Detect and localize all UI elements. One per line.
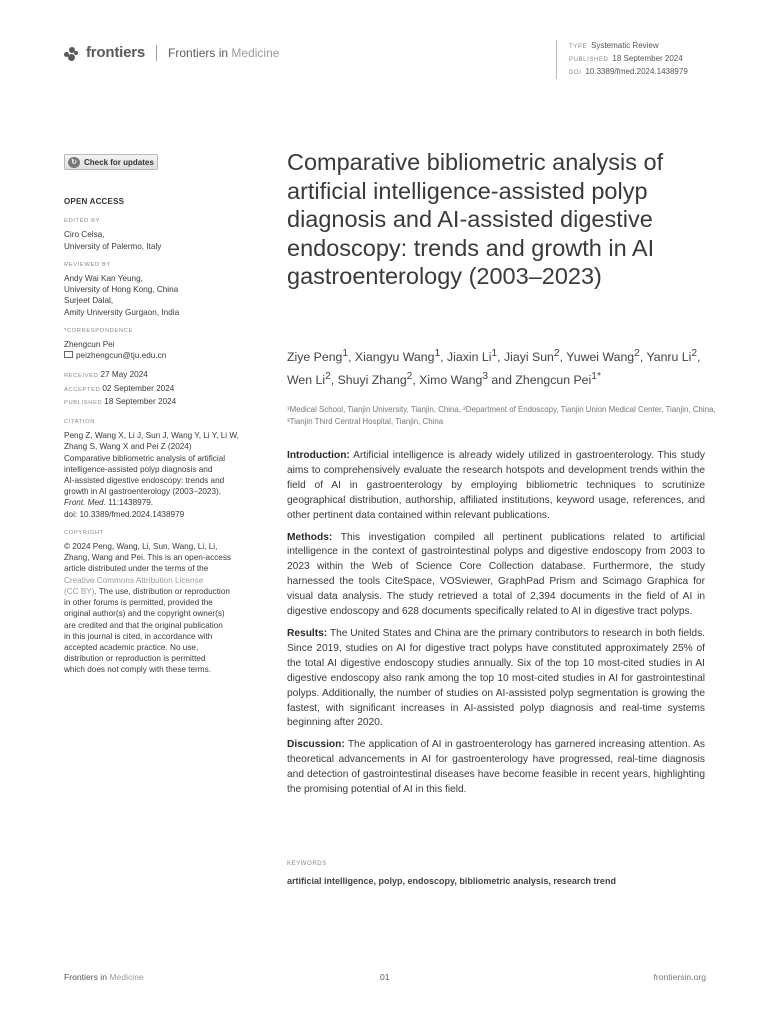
author: Xiangyu Wang$^1$,	[354, 348, 447, 365]
correspondence-section: *CORRESPONDENCE Zhengcun Pei peizhengcun@tju.edu.cn	[64, 326, 254, 362]
cc-by-link[interactable]: (CC BY)	[64, 586, 95, 596]
frontiers-logo-icon	[64, 45, 78, 61]
article-meta	[556, 40, 688, 79]
edited-by-section: EDITED BY Ciro Celsa, University of Palermo, Italy	[64, 218, 162, 251]
abstract	[287, 449, 705, 805]
logo-divider	[156, 45, 157, 61]
check-updates-label: Check for updates	[84, 157, 154, 167]
author: Zhengcun Pei$^{1*}$	[515, 371, 601, 388]
author: Ziye Peng$^1$,	[287, 348, 355, 365]
license-link[interactable]: Creative Commons Attribution License	[64, 575, 204, 585]
abstract-introduction: Introduction: Artificial intelligence is already widely utilized in gastroenterology. This study aims to comprehensively evaluate the research hotspots and development trends within the field of AI in gastroenterology by employing bibliometric techniques to scrutinize geographical distribution, authorship, affiliated institutions, keyword usage, references, and other pertinent data contained within relevant publications.	[287, 450, 705, 521]
article-published: PUBLISHED 18 September 2024	[569, 54, 683, 63]
check-for-updates-button[interactable]	[64, 154, 158, 170]
open-access-label: OPEN ACCESS	[64, 197, 125, 206]
author: Yanru Li$^2$,	[646, 348, 701, 365]
citation-doi[interactable]: doi: 10.3389/fmed.2024.1438979	[64, 509, 185, 519]
dates-section: RECEIVED 27 May 2024 ACCEPTED 02 September 2024 PUBLISHED 18 September 2024	[64, 370, 177, 406]
abstract-results: Results: The United States and China are the primary contributors to research in both fields. Since 2019, studies on AI for digestive tract polyps have constituted approximately 25% of the total AI digestive endoscopy studies annually. Six of the top 10 most-cited studies in AI digestive endoscopy also rank among the top 10 most-cited studies in AI for gastrointestinal polyps. Additionally, the number of studies on AI-assisted polyp segmentation is growing the fastest, with significant increases in AI-assisted polyp diagnosis and real-time systems beginning after 2020.	[287, 627, 705, 729]
keywords-label: KEYWORDS	[287, 861, 327, 867]
reviewed-by-section: REVIEWED BY Andy Wai Kan Yeung, University of Hong Kong, China Surjeet Dalal, Amity University Gurgaon, India	[64, 261, 180, 317]
author: Jiayi Sun$^2$,	[503, 348, 567, 365]
footer-journal: Frontiers in Medicine	[64, 972, 144, 982]
author-list	[287, 344, 727, 390]
citation-section: CITATION Peng Z, Wang X, Li J, Sun J, Wang Y, Li Y, Li W, Zhang S, Wang X and Pei Z (2024) Comparative bibliometric analysis of artificial intelligence-assisted polyp diagnosis and AI-assisted digestive endoscopy: trends and growth in AI gastroenterology (2003–2023). Front. Med. 11:1438979. doi: 10.3389/fmed.2024.1438979	[64, 417, 254, 520]
author: Ximo Wang$^3$ and	[419, 371, 516, 388]
abstract-discussion: Discussion: The application of AI in gastroenterology has garnered increasing attention. As theoretical advancements in AI for gastroenterology have progressed, real-time diagnosis and detection of gastrointestinal diseases have become feasible in recent years, highlighting the promising potential of AI in this field.	[287, 739, 705, 796]
journal-name: Frontiers in Medicine	[168, 45, 280, 60]
keywords: artificial intelligence, polyp, endoscopy, bibliometric analysis, research trend	[287, 876, 616, 886]
frontiers-logo[interactable]	[64, 44, 279, 61]
check-updates-icon: ↻	[68, 157, 80, 168]
page-number: 01	[380, 972, 390, 982]
abstract-methods: Methods: This investigation compiled all pertinent publications related to artificial intelligence in the context of gastrointestinal polyps and digestive endoscopy from 2003 to 2023 within the Web of Science Core Collection database. Furthermore, the study harnessed the tools CiteSpace, VOSviewer, GraphPad Prism and Scimago Graphica for visual data analysis. The study retrieved a total of 2,394 documents in the field of AI in digestive endoscopy and 628 documents specifically related to AI in digestive tract polyps.	[287, 531, 705, 618]
affiliations: ¹Medical School, Tianjin University, Tianjin, China, ²Department of Endoscopy, Tianjin Union Medical Center, Tianjin, China, ³Tianjin Third Central Hospital, Tianjin, China	[287, 405, 716, 426]
mail-icon	[64, 351, 73, 358]
sidebar	[64, 196, 254, 684]
author: Jiaxin Li$^1$,	[447, 348, 504, 365]
copyright-section: COPYRIGHT © 2024 Peng, Wang, Li, Sun, Wang, Li, Li, Zhang, Wang and Pei. This is an open-access article distributed under the terms of the Creative Commons Attribution License (CC BY). The use, distribution or reproduction in other forums is permitted, provided the original author(s) and the copyright owner(s) are credited and that the original publication in this journal is cited, in accordance with accepted academic practice. No use, distribution or reproduction is permitted which does not comply with these terms.	[64, 528, 254, 676]
article-type: TYPE Systematic Review	[569, 41, 659, 50]
footer-site-link[interactable]: frontiersin.org	[653, 972, 706, 982]
brand-name: frontiers	[86, 44, 146, 61]
correspondence-email[interactable]: peizhengcun@tju.edu.cn	[64, 350, 254, 361]
author: Wen Li$^2$,	[287, 371, 338, 388]
author: Shuyi Zhang$^2$,	[337, 371, 420, 388]
author: Yuwei Wang$^2$,	[566, 348, 647, 365]
article-title: Comparative bibliometric analysis of artificial intelligence-assisted polyp diagnosis and AI-assisted digestive endoscopy: trends and growth in AI gastroenterology (2003–2023)	[287, 149, 664, 289]
article-doi: DOI 10.3389/fmed.2024.1438979	[569, 67, 688, 76]
